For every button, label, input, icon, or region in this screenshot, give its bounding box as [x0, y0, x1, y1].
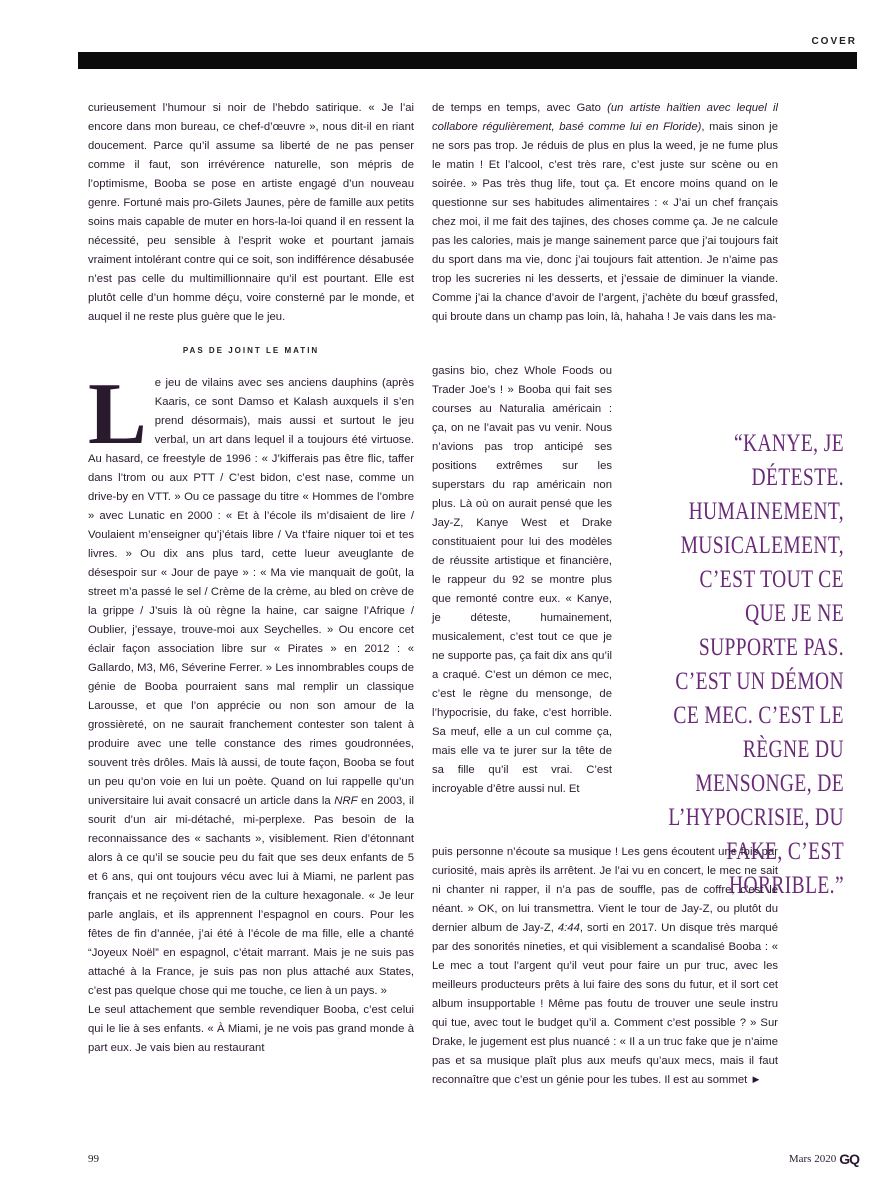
paragraph: Le jeu de vilains avec ses anciens dauphins (après Kaaris, ce sont Damso et Kalash auxquels il s’en prend désormais), mais aussi et surtout le jeu verbal, un art dans lequel il a toujours été virtuose. Au hasard, ce freestyle de 1996 : « J’kifferais pas être flic, taffer dans l’trom ou aux PTT / C’est bidon, c’est nase, comme un drive-by en VTT. » Ou ce passage du titre « Hommes de l’ombre » avec Lunatic en 2000 : « Et à l’école ils m’disaient de lire / Voulaient m’enseigner qu’j’étais libre / Va t’faire niquer toi et tes livres. » Ou dix ans plus tard, cette lueur aveuglante de désespoir sur « Jour de paye » : « Ma vie manquait de goût, la street m’a passé le sel / Crème de la crème, au bled on crève de la grippe / J’suis là où règne la haine, car saigne l’Afrique / Oublier, j’essaye, trouve-moi aux Seychelles. » Ou encore cet éclair façon association libre sur « Pirates » en 2012 : « Gallardo, M3, M6, Séverine Ferrer. » Les innombrables coups de génie de Booba pourraient sans mal remplir un classique Larousse, et que l’on apprécie ou non son amour de la grossièreté, on ne saurait franchement contester son talent à produire avec une telle constance des rimes goudronnées, souvent très drôles. Mais là aussi, de toute façon, Booba se fout un peu qu’on voie en lui un poète. Quand on lui rappelle qu’un universitaire lui avait consacré un article dans la NRF en 2003, il sourit d’un air mi-détaché, mi-perplexe. Pas besoin de la reconnaissance des « sachants », visiblement. Rien d’étonnant alors à ce qu’il se soucie peu du fait que ses deux enfants de 5 et 6 ans, qui ont toujours vécu avec lui à Miami, ne parlent pas français et ne reçoivent rien de la culture hexagonale. « Je leur parle anglais, et ils apprennent l’espagnol en cours. Pour les fêtes de fin d’année, j’ai été à l’école de ma fille, elle a chanté “Joyeux Noël” en espagnol, c’était marrant. Mais je ne suis pas attaché à la France, je suis pas non plus attaché aux States, c’est pas quelque chose qui me touche, ce lien à un pays. »: [88, 366, 414, 997]
pull-quote: “KANYE, JE DÉTESTE. HUMAINEMENT, MUSICALEMENT, C’EST TOUT CE QUE JE NE SUPPORTE PAS. C’EST UN DÉMON CE MEC. C’EST LE RÈGNE DU MENSONGE, DE L’HYPOCRISIE, DU FAKE, C’EST HORRIBLE.”: [668, 430, 844, 899]
paragraph: puis personne n’écoute sa musique ! Les gens écoutent une fois par curiosité, mais après ils arrêtent. Je l’ai vu en concert, le mec ne sait ni chanter ni rapper, il n’a pas de souffle, pas de coffre, c’est le néant. » OK, on lui transmettra. Vient le tour de Jay-Z, ou plutôt du dernier album de Jay-Z, 4:44, sorti en 2017. Un disque très marqué par des sonorités nineties, et qui visiblement a scandalisé Booba : « Le mec a tout l’argent qu’il veut pour faire un pur truc, avec les meilleurs producteurs prêts à lui faire des sons du futur, et il sort cet album insupportable ! Même pas foutu de trouver une seule instru qui tue, avec tout le budget qu’il a. Comment c’est possible ? » Sur Drake, le jugement est plus nuancé : « Il a un truc fake que je n’aime pas et sa musique plaît plus aux meufs qu’aux mecs, mais il faut reconnaître que c’est un génie pour les tubes. Il est au sommet ►: [432, 846, 778, 1086]
issue-info: [789, 1151, 859, 1167]
paragraph: gasins bio, chez Whole Foods ou Trader Joe’s ! » Booba qui fait ses courses au Naturalia américain : ça, on ne l’avait pas vu venir. Nous n’avions pas trop anticipé ses positions extrêmes sur les superstars du rap américain non plus. Là où on aurait pensé que les Jay-Z, Kanye West et Drake constituaient pour lui des modèles de réussite artistique et financière, le rappeur du 92 se montre plus que remonté contre eux. « Kanye, je déteste, humainement, musicalement, c’est tout ce que je ne supporte pas, ça fait dix ans qu’il a craqué. C’est un démon ce mec, c’est le règne du mensonge, de l’hypocrisie, du fake, c’est horrible. Sa meuf, elle a un cul comme ça, mais elle va te jurer sur la tête de sa fille qu’il est vrai. C’est incroyable d’être aussi nul. Et: [432, 365, 612, 795]
column-left: [88, 99, 414, 1058]
paragraph: curieusement l’humour si noir de l’hebdo satirique. « Je l’ai encore dans mon bureau, ce chef-d’œuvre », nous dit-il en riant doucement. Parce qu’il assume sa liberté de ne pas penser comme il faut, son irrévérence naturelle, son mépris de l’optimisme, Booba se pose en artiste engagé d’un nouveau genre. Fortuné mais pro-Gilets Jaunes, père de famille aux petits soins mais capable de muter en hors-la-loi quand il en ressent la nécessité, peu sensible à l’esprit woke et pourtant jamais vraiment intolérant contre qui ce soit, son indifférence désabusée n’est pas celle du multimillionnaire qu’il est pourtant. Elle est plutôt celle d’un homme déçu, voire consterné par le monde, et auquel il ne reste plus guère que le jeu.: [88, 102, 414, 323]
page-number: 99: [88, 1153, 99, 1165]
section-subhead: PAS DE JOINT LE MATIN: [182, 346, 320, 355]
section-label: COVER: [811, 36, 857, 47]
header-bar: [78, 52, 857, 69]
column-right-bottom: [432, 843, 778, 1090]
issue-date: Mars 2020: [788, 1153, 837, 1165]
drop-cap: L: [88, 366, 147, 463]
paragraph: de temps en temps, avec Gato (un artiste haïtien avec lequel il collabore régulièrement, basé comme lui en Floride), mais sinon je ne sors pas trop. Je réduis de plus en plus la weed, je ne fume plus le matin ! Et l’alcool, c’est très rare, c’est juste sur scène ou en soirée. » Pas très thug life, tout ça. Et encore moins quand on le questionne sur ses habitudes alimentaires : « J’ai un chef français chez moi, il me fait des tajines, des choses comme ça. Je ne calcule pas les calories, mais je mange sainement parce que j’ai toujours fait du sport dans ma vie, donc j’ai toujours fait attention. Je n’aime pas trop les sucreries ni les desserts, et j’essaie de diminuer la viande. Comme j’ai la chance d’avoir de l’argent, j’achète du bœuf grassfed, qui broute dans un champ pas loin, là, hahaha ! Je vais dans les ma-: [432, 102, 778, 323]
paragraph: Le seul attachement que semble revendiquer Booba, c’est celui qui le lie à ses enfants. « À Miami, je ne vois pas grand monde à part eux. Je vais bien au restaurant: [88, 1004, 414, 1054]
brand-logo: GQ: [839, 1151, 859, 1167]
column-middle: [432, 362, 612, 799]
column-right-top: [432, 99, 778, 327]
